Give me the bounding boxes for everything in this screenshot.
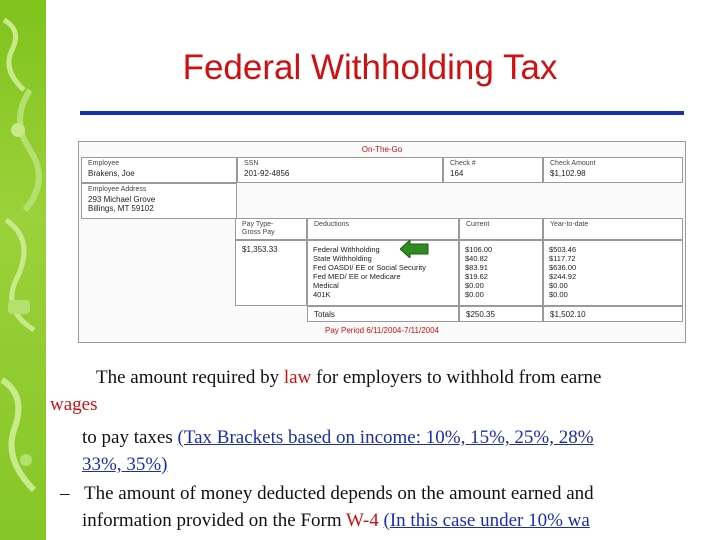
totals-ytd-cell (543, 306, 683, 322)
law-word: law (283, 367, 312, 388)
deduction-name-3: Fed MED/ EE or Medicare (313, 272, 401, 282)
tax-brackets-link-cont[interactable]: 33%, 35%) (82, 454, 168, 475)
address-line2: Billings, MT 59102 (88, 204, 154, 213)
deduction-current-3: $19.62 (465, 272, 488, 282)
ssn-label: SSN (244, 160, 259, 167)
page-title: Federal Withholding Tax (182, 48, 558, 87)
ssn-cell (237, 157, 443, 183)
totals-current-cell (459, 306, 543, 322)
totals-current: $250.35 (466, 310, 495, 319)
pay-period: Pay Period 6/11/2004-7/11/2004 (324, 326, 439, 335)
deduction-current-1: $40.82 (465, 254, 488, 264)
deductions-header (307, 218, 459, 240)
deduction-ytd-list (549, 245, 576, 300)
body-line-6-a: information provided on the Form (82, 510, 347, 531)
body-line-1-a: The amount required by (96, 367, 284, 388)
left-arrow-icon (400, 240, 430, 258)
gross-pay-cell (235, 240, 307, 306)
bullet-dash: – (60, 483, 70, 504)
deduction-ytd-4: $0.00 (549, 281, 568, 291)
address-line1: 293 Michael Grove (88, 195, 156, 204)
address-label: Employee Address (88, 186, 147, 193)
decorative-green-strip (0, 0, 46, 540)
pay-type-label: Pay Type- (242, 221, 274, 228)
check-number-value: 164 (450, 169, 464, 178)
body-line-6 (82, 510, 590, 532)
check-amount-cell (543, 157, 683, 183)
deductions-label: Deductions (314, 221, 350, 228)
ytd-label: Year-to-date (550, 221, 589, 228)
tax-brackets-link[interactable]: (Tax Brackets based on income: 10%, 15%, 25%, 28% (177, 427, 594, 448)
check-number-cell (443, 157, 543, 183)
ssn-value: 201-92-4856 (244, 169, 290, 178)
deduction-name-1: State Withholding (313, 254, 372, 264)
deduction-name-5: 401K (313, 290, 331, 300)
deduction-ytd-5: $0.00 (549, 290, 568, 300)
employee-cell (81, 157, 237, 183)
deduction-current-0: $106.00 (465, 245, 493, 254)
deduction-name-0: Federal Withholding (313, 245, 380, 254)
body-line-3 (82, 427, 594, 449)
employee-value: Brakens, Joe (88, 169, 135, 178)
deduction-current-4: $0.00 (465, 281, 484, 291)
check-amount-value: $1,102.98 (550, 169, 586, 178)
employee-label: Employee (88, 160, 120, 167)
ytd-header (543, 218, 683, 240)
body-line-5: The amount of money deducted depends on the amount earned and (84, 483, 594, 504)
body-line-1 (96, 367, 601, 389)
deduction-ytd-1: $117.72 (549, 254, 576, 264)
pay-type-header (235, 218, 307, 240)
body-line-3-a: to pay taxes (82, 427, 178, 448)
deduction-current-2: $83.91 (465, 263, 488, 273)
check-amount-label: Check Amount (550, 160, 596, 167)
wages-word: wages (50, 394, 98, 415)
deduction-current-list (465, 245, 492, 300)
deduction-ytd-3: $244.92 (549, 272, 577, 282)
decorative-swirl-graphic (0, 0, 46, 540)
gross-pay-label: Gross Pay (242, 229, 275, 236)
totals-ytd: $1,502.10 (550, 310, 586, 319)
current-label: Current (466, 221, 490, 228)
totals-cell (307, 306, 459, 322)
w4-word: W-4 (346, 510, 379, 531)
deduction-name-4: Medical (313, 281, 339, 291)
deductions-names-cell (307, 240, 459, 306)
deductions-ytd-cell (543, 240, 683, 306)
deduction-current-5: $0.00 (465, 290, 484, 300)
under-10-link[interactable]: (In this case under 10% wa (383, 510, 590, 531)
strip-edge (46, 0, 60, 540)
gross-pay-value: $1,353.33 (242, 245, 278, 254)
deduction-ytd-0: $503.46 (549, 245, 577, 254)
stub-company: On-The-Go (361, 145, 403, 154)
title-rule (80, 111, 684, 115)
check-number-label: Check # (450, 160, 476, 167)
pay-stub (78, 141, 686, 343)
totals-label: Totals (314, 310, 335, 319)
body-line-1-b: for employers to withhold from earne (311, 367, 602, 388)
deduction-name-2: Fed OASDI/ EE or Social Security (313, 263, 426, 273)
current-header (459, 218, 543, 240)
deduction-ytd-2: $636.00 (549, 263, 577, 273)
deductions-current-cell (459, 240, 543, 306)
address-cell (81, 183, 237, 219)
